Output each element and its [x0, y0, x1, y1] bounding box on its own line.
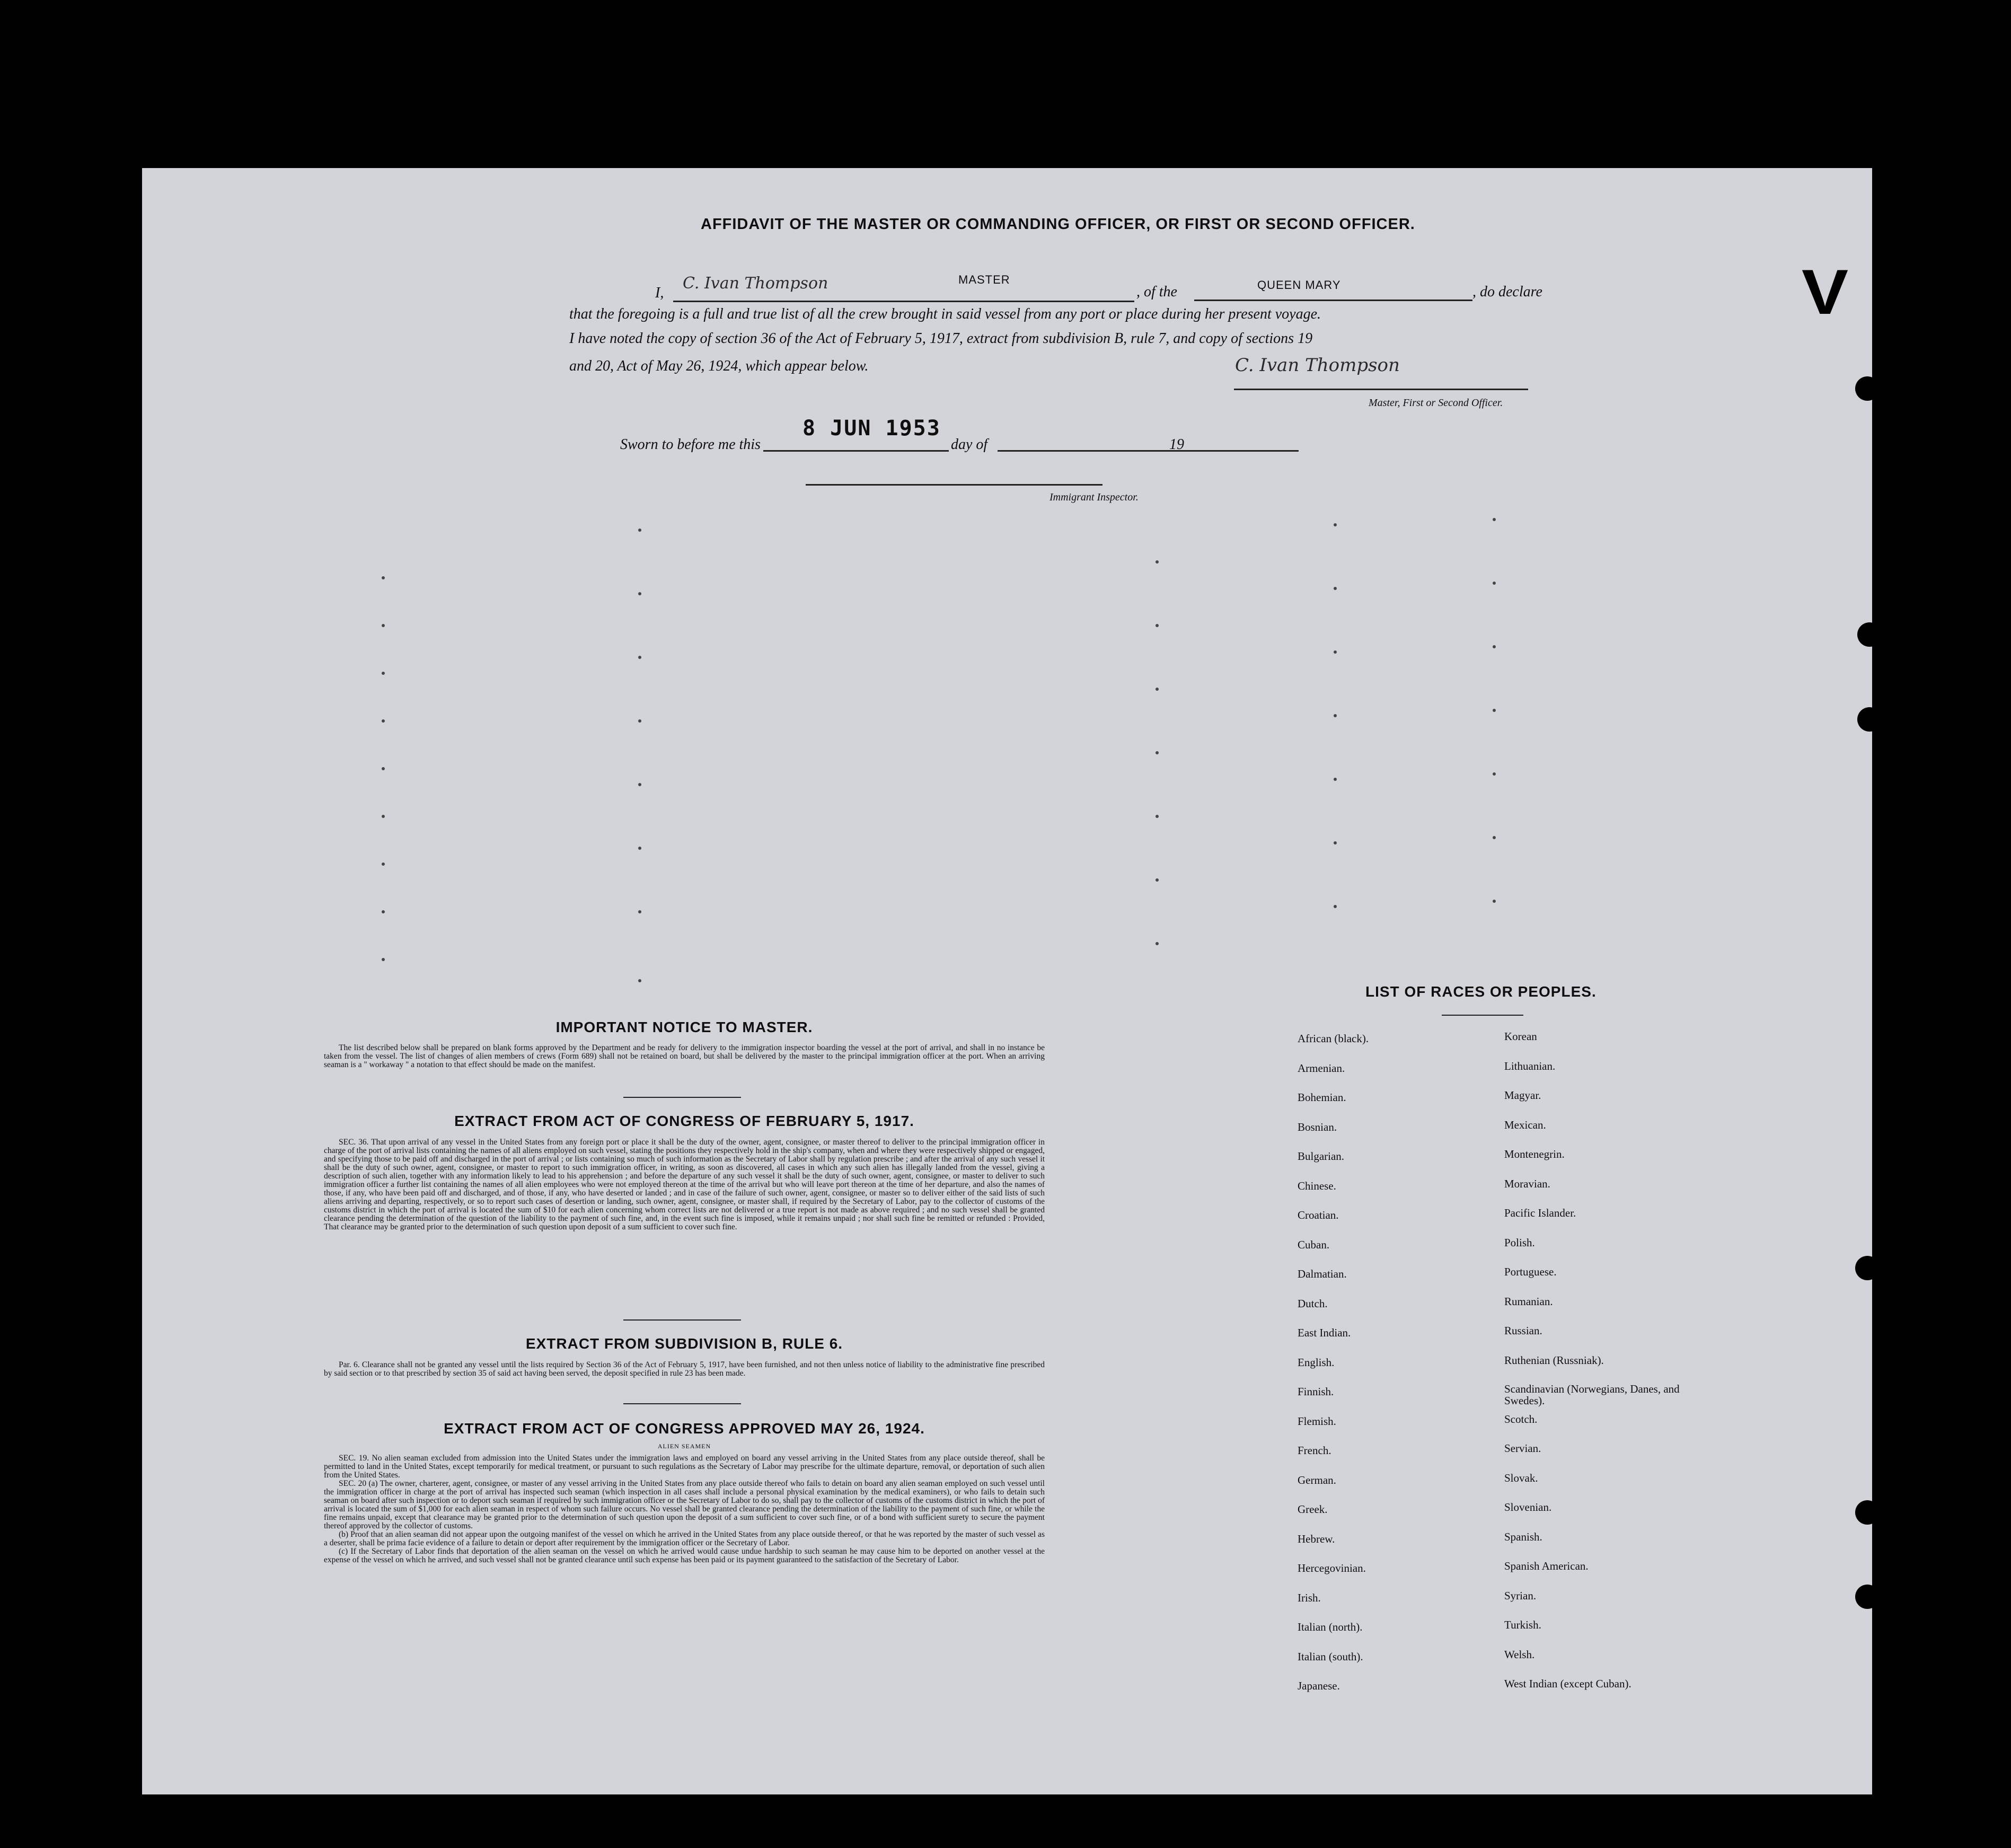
vessel-name-line	[1194, 300, 1472, 301]
race-item: Armenian.	[1298, 1061, 1345, 1075]
races-title: LIST OF RACES OR PEOPLES.	[1365, 983, 1597, 1000]
race-item: Slovak.	[1504, 1471, 1538, 1484]
race-item: Hercegovinian.	[1298, 1562, 1366, 1574]
race-item: Cuban.	[1298, 1238, 1330, 1251]
guide-dot	[638, 910, 641, 913]
race-item: Chinese.	[1298, 1179, 1336, 1192]
race-item: English.	[1298, 1356, 1335, 1369]
sec20b-body: (b) Proof that an alien seaman did not appear upon the outgoing manifest of the vessel on which he arrived in the United States from any place outside thereof, or that he was reported by the master of such vessel as a deserter, shall be prima facie evidence of a failure to detain or deport after requirement by the immigration officer or the Secretary of Labor.	[324, 1530, 1045, 1547]
guide-dot	[638, 719, 641, 723]
guide-dot	[1493, 900, 1496, 903]
extract-rule6-body: Par. 6. Clearance shall not be granted any vessel until the lists required by Section 36 of the Act of February 5, 1917, have been furnished, and not then unless notice of liability to the administrative fine prescribed by said section or to that prescribed by section 35 of said act having been served, the deposit specified in rule 23 has been made.	[324, 1360, 1045, 1378]
punch-hole	[1855, 1256, 1880, 1280]
guide-dot	[1156, 624, 1159, 627]
signer-handwritten-name: C. Ivan Thompson	[683, 274, 828, 293]
guide-dot	[1493, 709, 1496, 712]
extract-rule6-text	[324, 1361, 1045, 1378]
race-item: Italian (north).	[1298, 1621, 1363, 1633]
guide-dot	[382, 624, 385, 627]
race-item: Portuguese.	[1504, 1265, 1557, 1278]
guide-dot	[638, 656, 641, 659]
guide-dot	[1156, 815, 1159, 818]
divider	[623, 1097, 741, 1098]
guide-dot	[638, 979, 641, 982]
extract-1924-title: EXTRACT FROM ACT OF CONGRESS APPROVED MAY 26, 1924.	[444, 1420, 925, 1437]
sec20c-body: (c) If the Secretary of Labor finds that deportation of the alien seaman on the vessel on which he arrived would cause undue hardship to such seaman he may cause him to be deported on another vessel at the expense of the vessel on which he arrived, and such vessel shall not be granted clearance until such expense has been paid or its payment guaranteed to the satisfaction of the Secretary of Labor.	[324, 1547, 1045, 1564]
race-item: Flemish.	[1298, 1414, 1336, 1428]
extract-1917-title: EXTRACT FROM ACT OF CONGRESS OF FEBRUARY 5, 1917.	[454, 1113, 914, 1129]
master-signature: C. Ivan Thompson	[1235, 355, 1400, 376]
race-item: Scandinavian (Norwegians, Danes, and Swedes).	[1504, 1383, 1680, 1407]
guide-dot	[1156, 942, 1159, 945]
race-item: Syrian.	[1504, 1589, 1537, 1602]
sworn-date-stamp: 8 JUN 1953	[802, 416, 941, 441]
vessel-name: QUEEN MARY	[1257, 278, 1341, 292]
race-item: Montenegrin.	[1504, 1148, 1565, 1160]
notice-body: The list described below shall be prepared on blank forms approved by the Department and be ready for delivery to the immigration inspector boarding the vessel at the port of arrival, and shall in no instance be taken from the vessel. The list of changes of alien members of crews (Form 689) shall not be retained on board, but shall be delivered by the master to the principal immigration officer at the port. When an arriving seaman is a " workaway " a notation to that effect should be made on the manifest.	[324, 1043, 1045, 1069]
of-the-label: , of the	[1136, 284, 1177, 300]
inspector-signature-line	[806, 484, 1102, 486]
sec20b-paragraph	[324, 1530, 1045, 1547]
race-item: Finnish.	[1298, 1385, 1334, 1398]
race-item: Spanish American.	[1504, 1560, 1589, 1572]
race-item: Russian.	[1504, 1324, 1542, 1337]
extract-1917-body: SEC. 36. That upon arrival of any vessel in the United States from any foreign port or place it shall be the duty of the owner, agent, consignee, or master thereof to deliver to the principal immigration officer in charge of the port of arrival lists containing the names of all aliens employed on such vessel, stating the positions they respectively hold in the ship's company, when and where they were respectively shipped or engaged, and specifying those to be paid off and discharged in the port of arrival ; or lists containing so much of such information as the Secretary of Labor shall by regulation prescribe ; and after the arrival of any such vessel it shall be the duty of such owner, agent, consignee, or master to report to such immigration officer, in writing, as soon as discovered, all cases in which any such alien has illegally landed from the vessel, giving a description of such alien, together with any information likely to lead to his apprehension ; and before the departure of any such vessel it shall be the duty of such owner, agent, consignee, or master to deliver to such immigration officer a further list containing the names of all alien employees who were not employed thereon at the time of the arrival but who will leave port thereon at the time of her departure, and also the names of those, if any, who have been paid off and discharged, and of those, if any, who have deserted or landed ; and in case of the failure of such owner, agent, consignee, or master so to deliver either of the said lists of such aliens arriving and departing, respectively, or so to report such cases of desertion or landing, such owner, agent, consignee, or master shall, if required by the Secretary of Labor, pay to the collector of customs of the customs district in which the port of arrival is located the sum of $10 for each alien concerning whom correct lists are not delivered or a true report is not made as above required ; and no such vessel shall be granted clearance pending the determination of the question of the liability to the payment of such fine, and, in the event such fine is imposed, while it remains unpaid ; nor shall such fine be remitted or refunded : Provided, That clearance may be granted prior to the determination of such question upon deposit of a sum sufficient to cover such fine.	[324, 1138, 1045, 1231]
guide-dot	[1334, 650, 1337, 654]
race-item: Moravian.	[1504, 1177, 1550, 1190]
race-item: Turkish.	[1504, 1618, 1541, 1631]
signer-name-line	[673, 301, 1134, 302]
sworn-label: Sworn to before me this	[620, 436, 761, 453]
race-item: Servian.	[1504, 1442, 1541, 1455]
affidavit-title: AFFIDAVIT OF THE MASTER OR COMMANDING OFFICER, OR FIRST OR SECOND OFFICER.	[701, 216, 1415, 233]
affidavit-line-4: and 20, Act of May 26, 1924, which appear below.	[569, 358, 869, 374]
race-item: Polish.	[1504, 1236, 1535, 1249]
guide-dot	[382, 672, 385, 675]
punch-hole	[1855, 1585, 1880, 1609]
race-item: Mexican.	[1504, 1118, 1546, 1131]
notice-text	[324, 1044, 1045, 1069]
corner-mark: V	[1801, 257, 1849, 328]
guide-dot	[1334, 905, 1337, 908]
races-right-column	[1504, 1030, 1706, 1707]
guide-dot	[1156, 560, 1159, 564]
guide-dot	[1334, 841, 1337, 844]
divider	[623, 1403, 741, 1404]
punch-hole	[1857, 622, 1882, 647]
alien-seamen-subtitle: ALIEN SEAMEN	[657, 1442, 711, 1450]
race-item: Ruthenian (Russniak).	[1504, 1353, 1604, 1367]
race-item: Bosnian.	[1298, 1120, 1337, 1133]
guide-dot	[1156, 878, 1159, 882]
guide-dot	[638, 529, 641, 532]
guide-dot	[382, 767, 385, 770]
race-item: Bohemian.	[1298, 1091, 1346, 1104]
guide-dot	[638, 592, 641, 595]
race-item: East Indian.	[1298, 1326, 1351, 1339]
race-item: Rumanian.	[1504, 1295, 1553, 1308]
sec20a-paragraph	[324, 1480, 1045, 1530]
guide-dot	[1156, 688, 1159, 691]
race-item: Greek.	[1298, 1503, 1328, 1516]
race-item: Dutch.	[1298, 1297, 1328, 1310]
race-item: Pacific Islander.	[1504, 1207, 1576, 1219]
race-item: Slovenian.	[1504, 1501, 1552, 1513]
guide-dot	[1334, 714, 1337, 717]
race-item: Korean	[1504, 1030, 1537, 1043]
inspector-caption: Immigrant Inspector.	[1049, 491, 1139, 503]
race-item: Italian (south).	[1298, 1650, 1363, 1663]
guide-dot	[1334, 778, 1337, 781]
race-item: French.	[1298, 1444, 1331, 1457]
punch-hole	[1857, 707, 1882, 732]
divider	[1442, 1015, 1523, 1016]
race-item: Irish.	[1298, 1591, 1321, 1604]
day-of-label: day of	[951, 436, 988, 453]
guide-dot	[382, 910, 385, 913]
race-item: Bulgarian.	[1298, 1150, 1345, 1163]
races-left-column	[1298, 1032, 1478, 1709]
sec20c-paragraph	[324, 1547, 1045, 1564]
sec20a-body: SEC. 20 (a) The owner, charterer, agent, consignee, or master of any vessel arriving in the United States from any place outside thereof who fails to detain on board any alien seaman employed on such vessel until the immigration officer in charge at the port of arrival has inspected such seaman (which inspection in all cases shall include a personal physical examination by the medical examiners), or who fails to detain such seaman on board after such inspection or to deport such seaman if required by such immigration officer or the Secretary of Labor to do so, shall pay to the collector of customs of the customs district in which the port of arrival is located the sum of $1,000 for each alien seaman in respect of whom such failure occurs. No vessel shall be granted clearance pending the determination of the liability to the payment of such fine, or while the fine remains unpaid, except that clearance may be granted prior to the determination of such question upon the deposit of a sum sufficient to cover such fine, or of a bond with sufficient surety to secure the payment thereof approved by the collector of customs.	[324, 1479, 1045, 1530]
race-item: Croatian.	[1298, 1209, 1339, 1221]
race-item: German.	[1298, 1473, 1336, 1486]
punch-hole	[1855, 1500, 1880, 1525]
guide-dot	[1156, 751, 1159, 754]
race-item: West Indian (except Cuban).	[1504, 1677, 1631, 1690]
extract-rule6-title: EXTRACT FROM SUBDIVISION B, RULE 6.	[525, 1335, 843, 1352]
race-item: Magyar.	[1504, 1089, 1541, 1102]
guide-dot	[1334, 523, 1337, 526]
guide-dot	[1493, 645, 1496, 648]
race-item: Scotch.	[1504, 1412, 1538, 1425]
punch-hole	[1855, 376, 1880, 401]
signature-line	[1234, 389, 1528, 390]
race-item: Japanese.	[1298, 1679, 1340, 1692]
i-label: I,	[655, 285, 664, 301]
guide-dot	[382, 863, 385, 866]
race-item: Dalmatian.	[1298, 1268, 1347, 1280]
month-line	[998, 450, 1299, 452]
affidavit-line-3: I have noted the copy of section 36 of the Act of February 5, 1917, extract from subdivision B, rule 7, and copy of sections 19	[569, 330, 1313, 347]
race-item: Hebrew.	[1298, 1532, 1335, 1545]
extract-1917-text	[324, 1138, 1045, 1231]
sec19-body: SEC. 19. No alien seaman excluded from admission into the United States under the immigration laws and employed on board any vessel arriving in the United States from any place outside thereof, shall be permitted to land in the United States, except temporarily for medical treatment, or pursuant to such regulations as the Secretary of Labor may prescribe for the ultimate departure, removal, or deportation of such alien from the United States.	[324, 1454, 1045, 1480]
signature-caption: Master, First or Second Officer.	[1369, 397, 1503, 409]
guide-dot	[382, 576, 385, 579]
document-page	[142, 168, 1872, 1794]
guide-dot	[382, 815, 385, 818]
year-prefix: 19	[1169, 436, 1184, 453]
affidavit-line-2: that the foregoing is a full and true list of all the crew brought in said vessel from any port or place during her present voyage.	[569, 306, 1321, 322]
race-item: Lithuanian.	[1504, 1059, 1556, 1072]
guide-dot	[638, 847, 641, 850]
guide-dot	[1493, 772, 1496, 776]
guide-dot	[1493, 836, 1496, 839]
guide-dot	[1334, 587, 1337, 590]
race-item: Welsh.	[1504, 1648, 1535, 1661]
signer-rank: MASTER	[958, 273, 1010, 286]
notice-title: IMPORTANT NOTICE TO MASTER.	[555, 1019, 813, 1035]
race-item: Spanish.	[1504, 1530, 1542, 1543]
guide-dot	[1493, 518, 1496, 521]
race-item: African (black).	[1298, 1032, 1369, 1045]
sec19-paragraph	[324, 1454, 1045, 1480]
guide-dot	[638, 783, 641, 786]
guide-dot	[382, 958, 385, 961]
guide-dot	[382, 719, 385, 723]
divider	[623, 1319, 741, 1321]
guide-dot	[1493, 582, 1496, 585]
do-declare-label: , do declare	[1472, 284, 1542, 300]
sworn-date-line	[763, 450, 949, 452]
extract-1924-text	[324, 1454, 1045, 1564]
